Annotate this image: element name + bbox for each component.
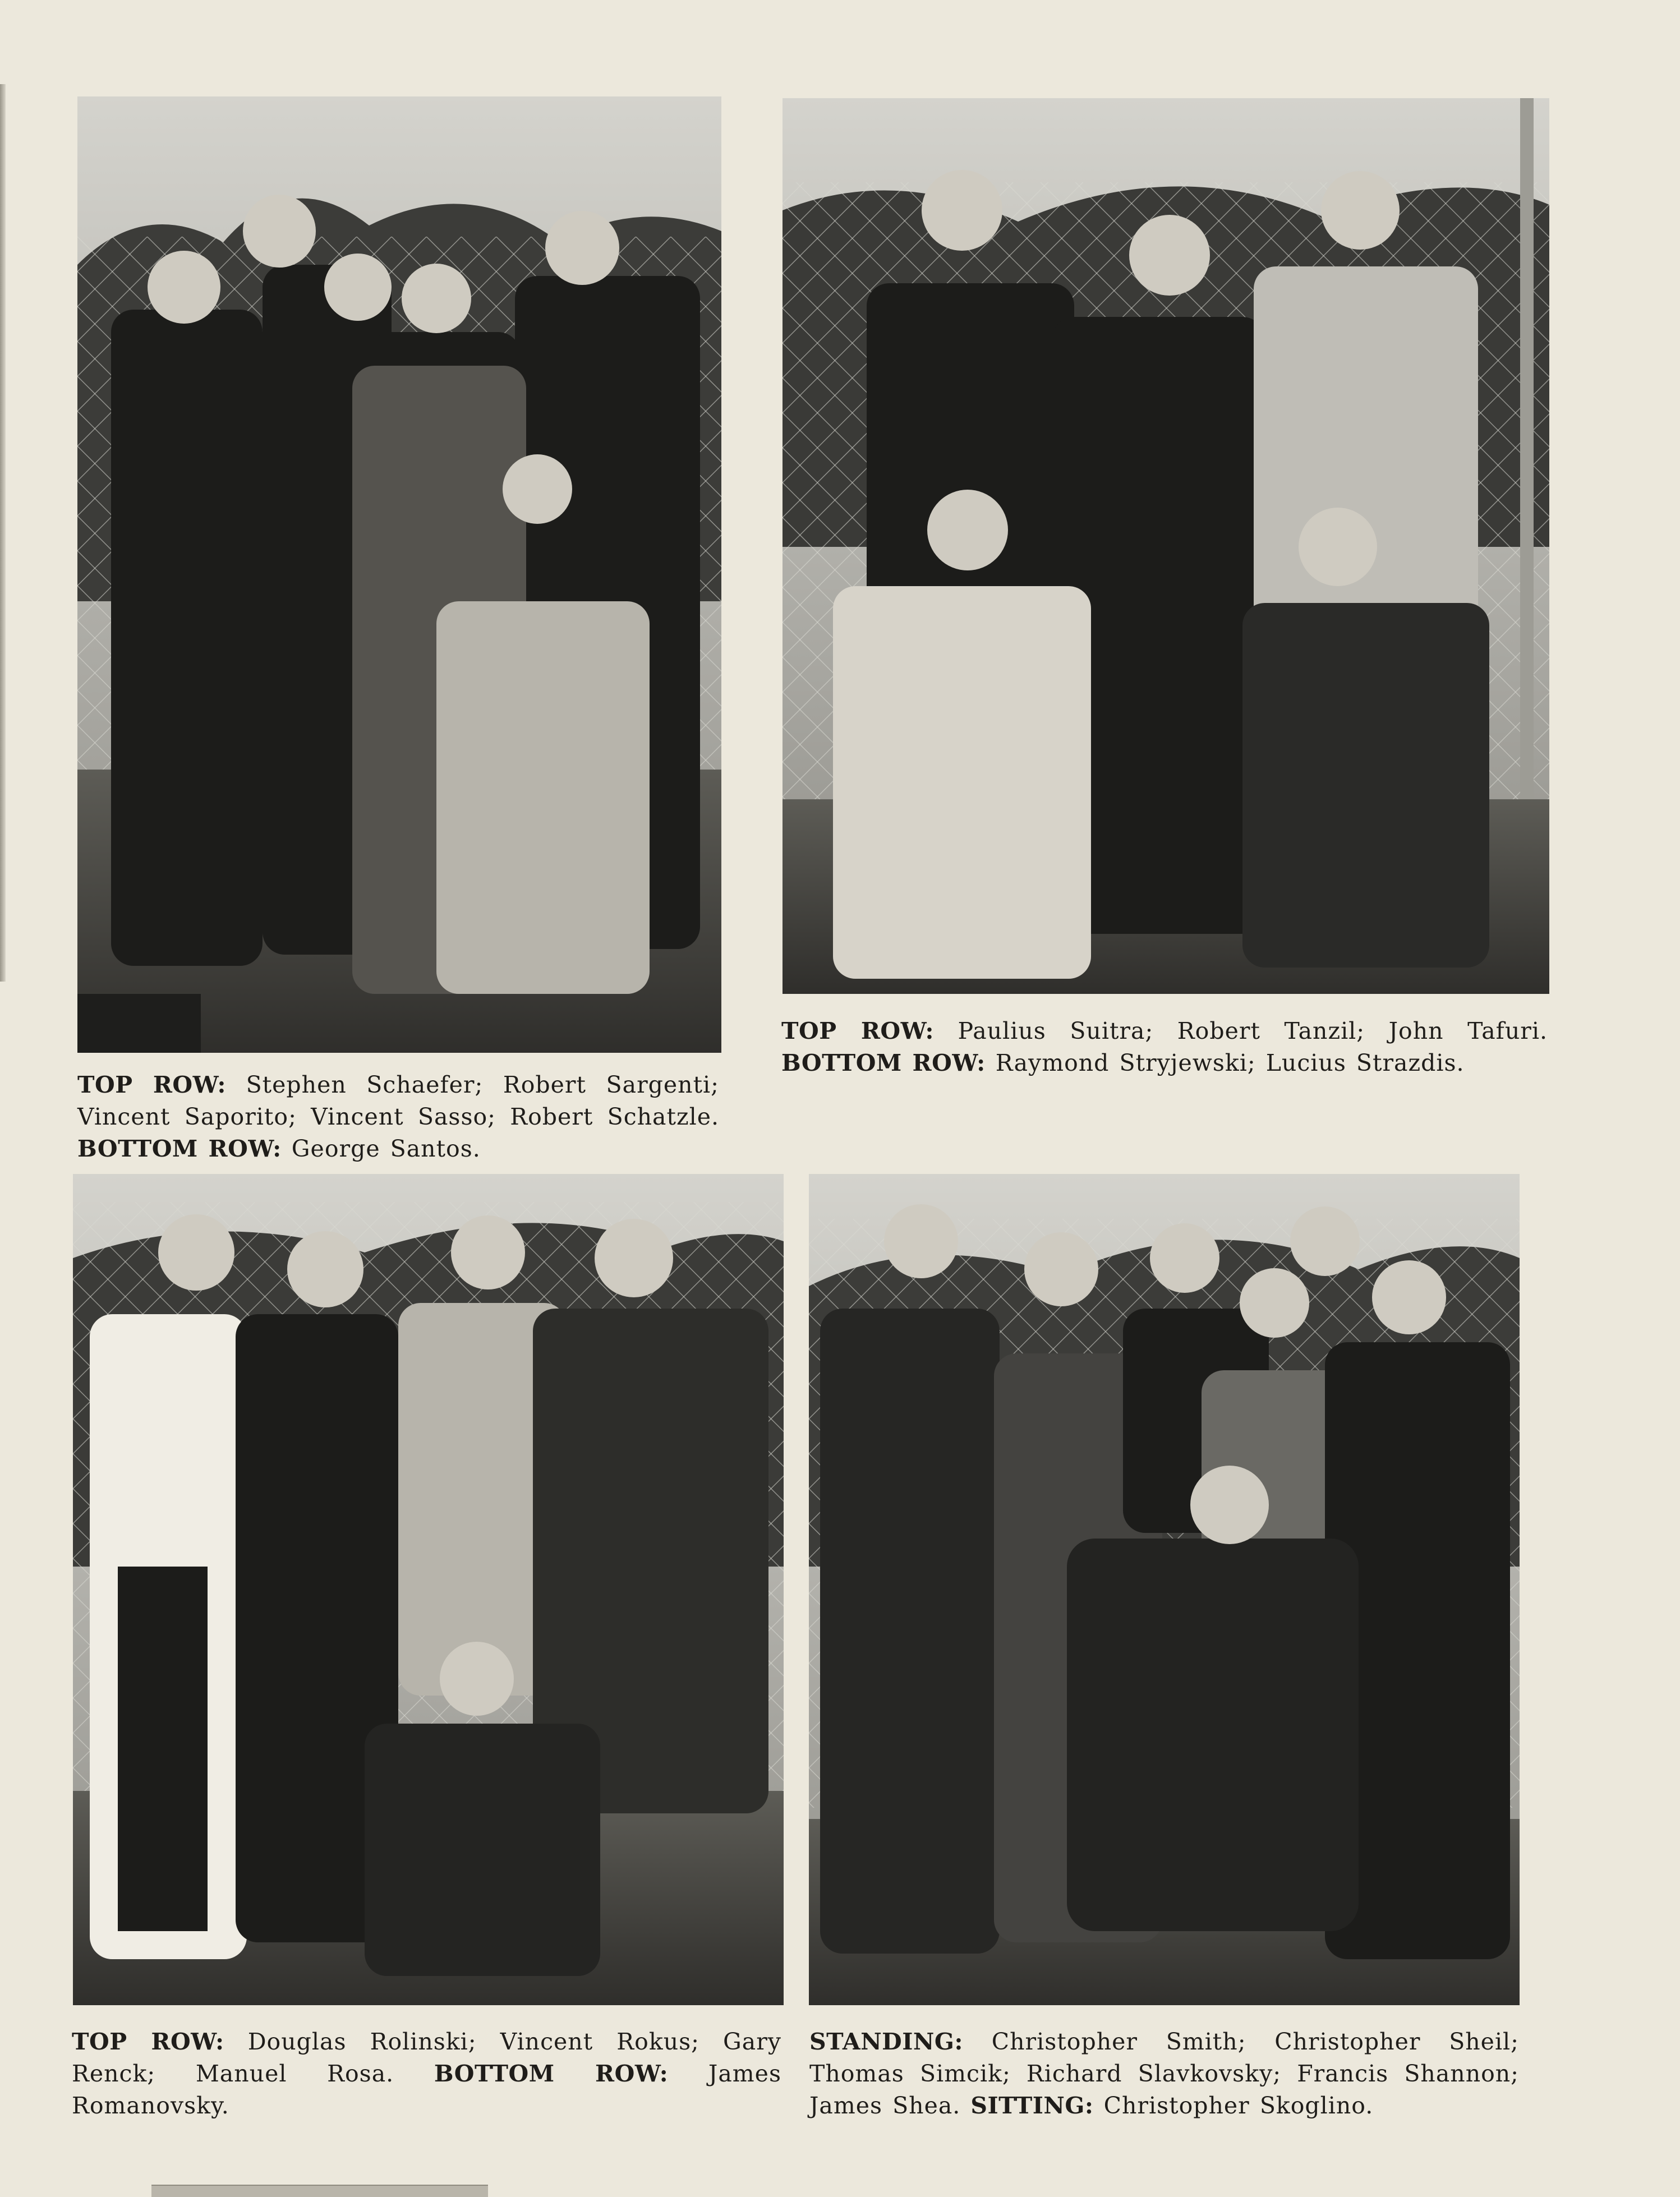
caption-2-top-names: Paulius Suitra; Robert Tanzil; John Tafuri. — [958, 1017, 1548, 1044]
caption-3-top-label: TOP ROW: — [72, 2028, 224, 2055]
caption-photo-1 — [77, 1069, 719, 1165]
caption-3-top-names: Douglas Rolinski; Vincent Rokus; Gary Renck; Manuel Rosa. — [72, 2028, 781, 2087]
caption-1-top-names: Stephen Schaefer; Robert Sargenti; Vincent Saporito; Vincent Sasso; Robert Schatzle. — [77, 1071, 719, 1130]
group-photo-3 — [73, 1174, 784, 2005]
group-photo-4 — [809, 1174, 1520, 2005]
caption-1-top-label: TOP ROW: — [77, 1071, 227, 1098]
caption-4-top-names: Christopher Smith; Christopher Sheil; Thomas Simcik; Richard Slavkovsky; Francis Shannon; James Shea. — [809, 2028, 1519, 2119]
caption-1-bottom-names: George Santos. — [291, 1135, 481, 1162]
caption-photo-3 — [72, 2026, 781, 2122]
caption-4-top-label: STANDING: — [809, 2028, 964, 2055]
caption-3-bottom-label: BOTTOM ROW: — [434, 2060, 669, 2087]
group-photo-1 — [77, 96, 721, 1053]
page-bottom-edge — [151, 2185, 488, 2197]
caption-photo-4 — [809, 2026, 1519, 2122]
group-photo-2 — [783, 98, 1549, 994]
page-edge-shadow — [0, 84, 6, 982]
caption-2-bottom-names: Raymond Stryjewski; Lucius Strazdis. — [995, 1049, 1465, 1076]
caption-4-bottom-names: Christopher Skoglino. — [1103, 2092, 1374, 2119]
caption-1-bottom-label: BOTTOM ROW: — [77, 1135, 282, 1162]
caption-2-top-label: TOP ROW: — [781, 1017, 935, 1044]
caption-2-bottom-label: BOTTOM ROW: — [781, 1049, 986, 1076]
caption-4-bottom-label: SITTING: — [970, 2092, 1094, 2119]
caption-3-bottom-names: James Romanovsky. — [72, 2060, 781, 2119]
caption-photo-2 — [781, 1015, 1548, 1079]
